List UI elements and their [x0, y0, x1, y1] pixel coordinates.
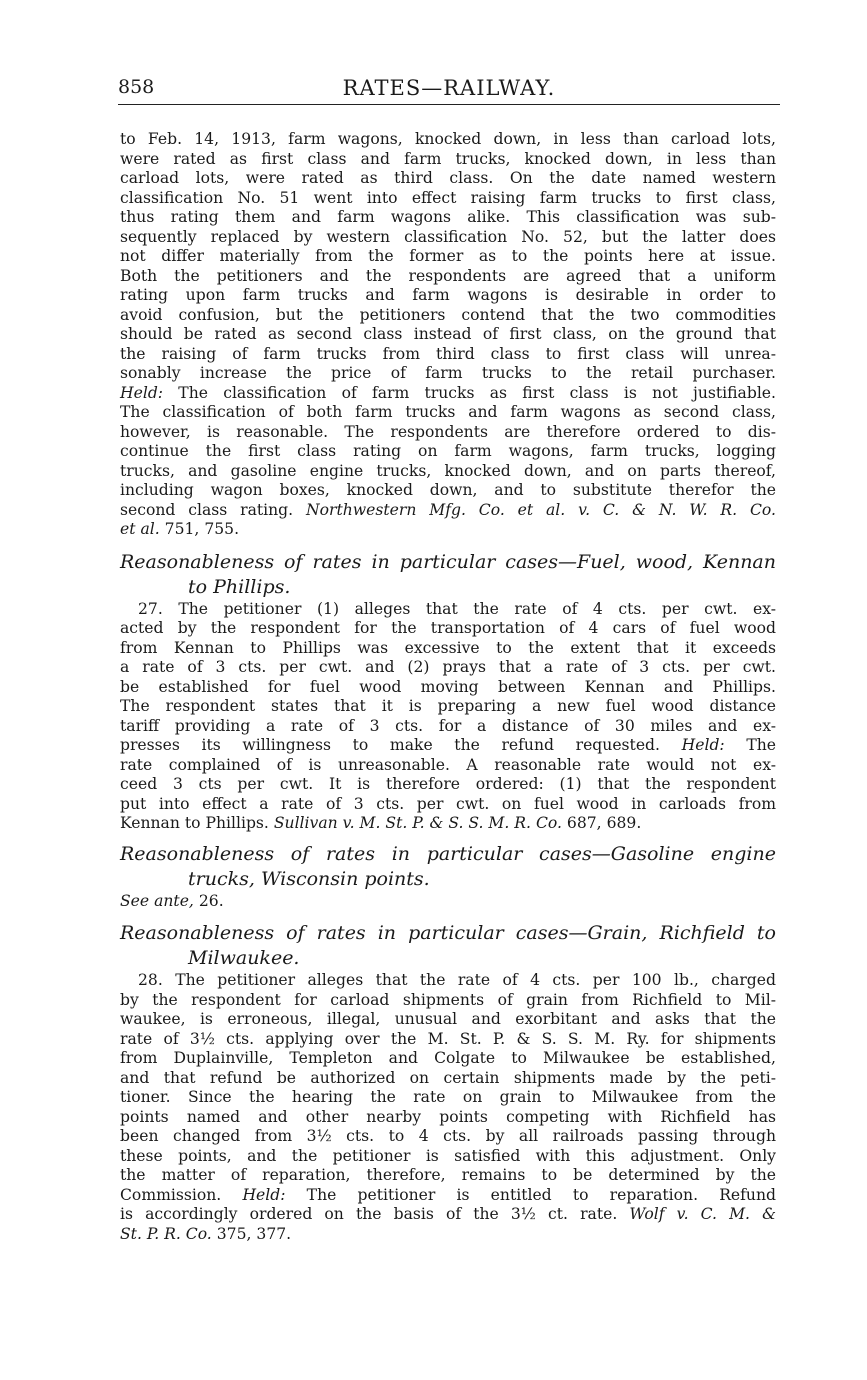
- text-line: Held: The classification of farm trucks as first class is not justifiable.: [120, 383, 776, 402]
- text-line: et al. 751, 755.: [120, 520, 240, 538]
- text-line: and that refund be authorized on certain shipments made by the peti-: [120, 1068, 776, 1087]
- text-line: 27. The petitioner (1) alleges that the rate of 4 cts. per cwt. ex-: [138, 599, 776, 618]
- page-number: 858: [118, 76, 155, 98]
- text-line: classification No. 51 went into effect raising farm trucks to first class,: [120, 188, 776, 207]
- held-label: Held:: [120, 383, 164, 402]
- text-line: waukee, is erroneous, illegal, unusual and exorbitant and asks that the: [120, 1010, 776, 1028]
- section-heading-continued: Milwaukee.: [188, 947, 300, 969]
- text-line: be established for fuel wood moving between Kennan and Phillips.: [120, 677, 776, 696]
- text-line: Kennan to Phillips. Sullivan v. M. St. P. & S. S. M. R. Co. 687, 689.: [120, 814, 642, 832]
- text-line: put into effect a rate of 3 cts. per cwt. on fuel wood in carloads from: [120, 794, 776, 813]
- case-citation: Northwestern Mfg. Co. et al. v. C. & N. W. R. Co.: [306, 500, 777, 519]
- text-line: the matter of reparation, therefore, remains to be determined by the: [120, 1166, 776, 1184]
- text-line: second class rating. Northwestern Mfg. Co. et al. v. C. & N. W. R. Co.: [120, 500, 777, 519]
- text-line: these points, and the petitioner is satisfied with this adjustment. Only: [120, 1146, 776, 1165]
- text-line: from Duplainville, Templeton and Colgate to Milwaukee be established,: [120, 1049, 776, 1067]
- page-reference: 687, 689.: [561, 814, 642, 832]
- section-heading-continued: trucks, Wisconsin points.: [188, 867, 430, 890]
- text-line: from Kennan to Phillips was excessive to the extent that it exceeds: [120, 638, 776, 657]
- text-line: been changed from 3½ cts. to 4 cts. by all railroads passing through: [120, 1127, 776, 1145]
- text-line: including wagon boxes, knocked down, and to substitute therefor the: [120, 481, 776, 499]
- held-label: Held:: [242, 1185, 286, 1204]
- text-line: The classification of both farm trucks and farm wagons as second class,: [120, 403, 776, 421]
- text-line: ceed 3 cts per cwt. It is therefore ordered: (1) that the respondent: [120, 775, 776, 793]
- text-line: 28. The petitioner alleges that the rate of 4 cts. per 100 lb., charged: [138, 971, 776, 989]
- text-line: not differ materially from the former as to the points here at issue.: [120, 247, 776, 265]
- text-line: sequently replaced by western classification No. 52, but the latter does: [120, 227, 776, 246]
- section-heading: Reasonableness of rates in particular cases—Grain, Richfield to: [120, 922, 776, 944]
- text-line: The respondent states that it is preparing a new fuel wood distance: [120, 697, 776, 715]
- text-line: acted by the respondent for the transportation of 4 cars of fuel wood: [120, 619, 776, 637]
- case-citation: Sullivan v. M. St. P. & S. S. M. R. Co.: [273, 814, 562, 832]
- text-line: Both the petitioners and the respondents are agreed that a uniform: [120, 266, 776, 285]
- running-header: [118, 74, 780, 105]
- text-line: thus rating them and farm wagons alike. This classification was sub-: [120, 208, 776, 226]
- held-label: Held:: [681, 736, 725, 754]
- text-line: presses its willingness to make the refund requested. Held: The: [120, 736, 776, 754]
- text-line: points named and other nearby points competing with Richfield has: [120, 1107, 776, 1126]
- text-line: by the respondent for carload shipments of grain from Richfield to Mil-: [120, 990, 776, 1009]
- text-line: is accordingly ordered on the basis of the 3½ ct. rate. Wolf v. C. M. &: [120, 1205, 776, 1223]
- page-body: [120, 130, 776, 1244]
- text-line: avoid confusion, but the petitioners contend that the two commodities: [120, 305, 776, 324]
- text-line: tioner. Since the hearing the rate on grain to Milwaukee from the: [120, 1088, 776, 1106]
- continued-paragraph: [120, 130, 776, 540]
- text-line: tariff providing a rate of 3 cts. for a distance of 30 miles and ex-: [120, 716, 776, 735]
- section-gasoline-trucks: [120, 842, 776, 912]
- text-line: trucks, and gasoline engine trucks, knocked down, and on parts thereof,: [120, 461, 776, 480]
- page-reference: 375, 377.: [211, 1224, 292, 1243]
- section-heading: Reasonableness of rates in particular cases—Fuel, wood, Kennan: [120, 550, 776, 573]
- text-line: however, is reasonable. The respondents are therefore ordered to dis-: [120, 422, 776, 441]
- text-line: should be rated as second class instead of first class, on the ground that: [120, 325, 776, 343]
- page-reference: 751, 755.: [159, 520, 240, 538]
- text-line: Commission. Held: The petitioner is entitled to reparation. Refund: [120, 1185, 777, 1204]
- text-line: carload lots, were rated as third class. On the date named western: [120, 169, 776, 187]
- text-line: St. P. R. Co. 375, 377.: [120, 1224, 292, 1243]
- text-line: rating upon farm trucks and farm wagons is desirable in order to: [120, 286, 776, 304]
- section-grain-richfield: [120, 921, 776, 1244]
- cross-reference: See ante, 26.: [120, 891, 224, 910]
- case-citation: Wolf v. C. M. &: [629, 1205, 776, 1223]
- section-fuel-wood: [120, 550, 776, 834]
- text-line: the raising of farm trucks from third class to first class will unrea-: [120, 344, 776, 363]
- text-line: to Feb. 14, 1913, farm wagons, knocked down, in less than carload lots,: [120, 130, 776, 148]
- text-line: rate complained of is unreasonable. A reasonable rate would not ex-: [120, 755, 776, 774]
- text-line: were rated as first class and farm trucks, knocked down, in less than: [120, 149, 776, 168]
- text-line: continue the first class rating on farm wagons, farm trucks, logging: [120, 442, 776, 460]
- running-title: RATES—RAILWAY.: [342, 76, 556, 100]
- text-line: rate of 3½ cts. applying over the M. St. P. & S. S. M. Ry. for shipments: [120, 1029, 776, 1048]
- section-heading-continued: to Phillips.: [188, 575, 291, 598]
- text-line: sonably increase the price of farm trucks to the retail purchaser.: [120, 364, 776, 382]
- section-heading: Reasonableness of rates in particular cases—Gasoline engine: [120, 842, 776, 865]
- text-line: a rate of 3 cts. per cwt. and (2) prays that a rate of 3 cts. per cwt.: [120, 658, 776, 676]
